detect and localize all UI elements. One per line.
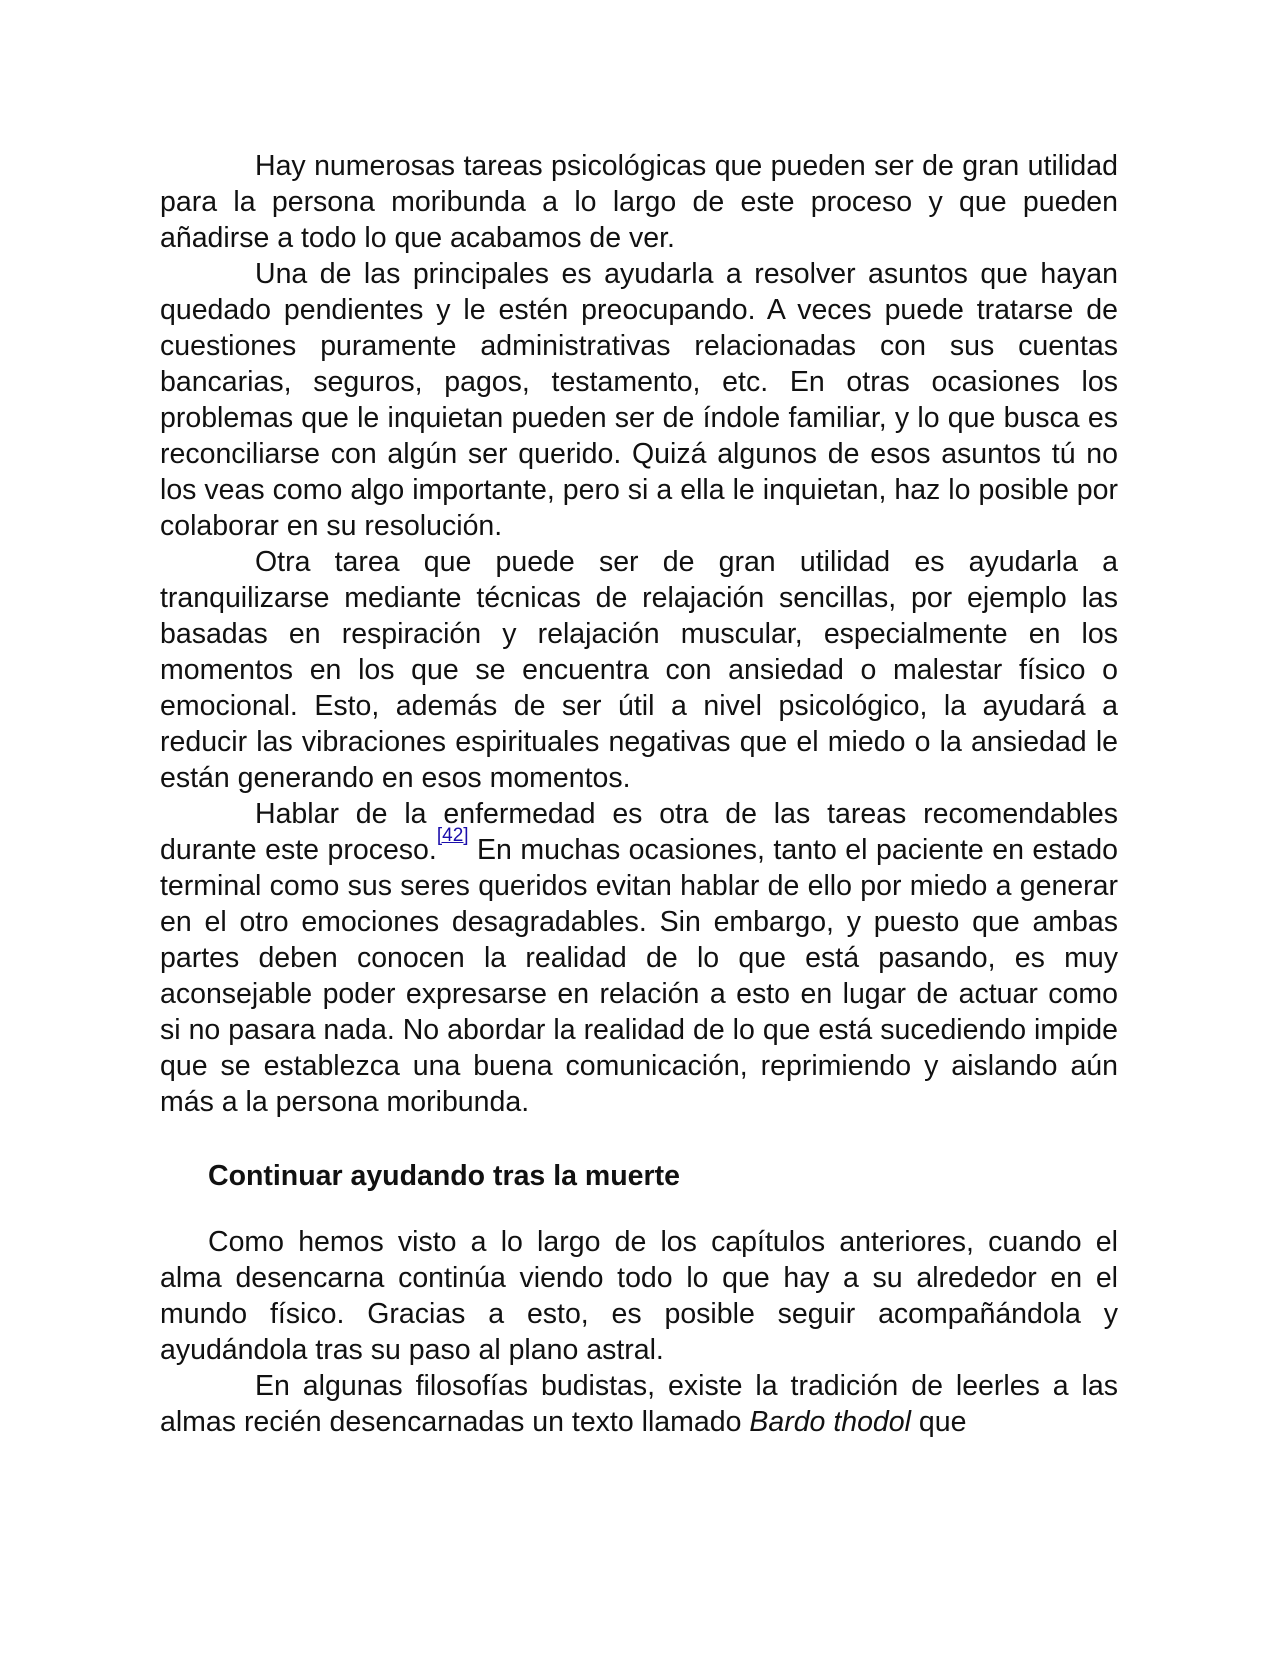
paragraph-4-text-after: En muchas ocasiones, tanto el paciente en estado terminal como sus seres queridos evitan hablar de ello por miedo a generar en el otro emociones desagradables. Sin embargo, y puesto que ambas partes deben conocen la realidad de lo que está pasando, es muy aconsejable poder expresarse en relación a esto en lugar de actuar como si no pasara nada. No abordar la realidad de lo que está sucediendo impide que se establezca una buena comunicación, reprimiendo y aislando aún más a la persona moribunda. — [160, 834, 1118, 1118]
section-heading: Continuar ayudando tras la muerte — [208, 1160, 680, 1192]
section-paragraph-1: Como hemos visto a lo largo de los capítulos anteriores, cuando el alma desencarna continúa viendo todo lo que hay a su alrededor en el mundo físico. Gracias a esto, es posible seguir acompañándola y ayudándola tras su paso al plano astral. — [160, 1226, 1118, 1366]
paragraph-1: Hay numerosas tareas psicológicas que pueden ser de gran utilidad para la persona moribunda a lo largo de este proceso y que pueden añadirse a todo lo que acabamos de ver. — [160, 150, 1118, 254]
paragraph-2: Una de las principales es ayudarla a resolver asuntos que hayan quedado pendientes y le estén preocupando. A veces puede tratarse de cuestiones puramente administrativas relacionadas con sus cuentas bancarias, seguros, pagos, testamento, etc. En otras ocasiones los problemas que le inquietan pueden ser de índole familiar, y lo que busca es reconciliarse con algún ser querido. Quizá algunos de esos asuntos tú no los veas como algo importante, pero si a ella le inquietan, haz lo posible por colaborar en su resolución. — [160, 258, 1118, 542]
section-paragraph-2-text-after: que — [910, 1406, 967, 1438]
book-title-italic: Bardo thodol — [749, 1406, 911, 1438]
paragraph-3: Otra tarea que puede ser de gran utilidad es ayudarla a tranquilizarse mediante técnicas de relajación sencillas, por ejemplo las basadas en respiración y relajación muscular, especialmente en los momentos en los que se encuentra con ansiedad o malestar físico o emocional. Esto, además de ser útil a nivel psicológico, la ayudará a reducir las vibraciones espirituales negativas que el miedo o la ansiedad le están generando en esos momentos. — [160, 546, 1118, 794]
document-page — [160, 148, 1118, 1440]
footnote-link-42[interactable]: [42] — [436, 825, 469, 846]
section-paragraph-2-text-before: En algunas filosofías budistas, existe la tradición de leerles a las almas recién desencarnadas un texto llamado — [160, 1370, 1118, 1438]
section-paragraph-2 — [160, 1368, 1118, 1440]
paragraph-4-text-before: Hablar de la enfermedad es otra de las tareas recomendables durante este proceso. — [160, 798, 1118, 866]
paragraph-4 — [160, 796, 1118, 1120]
